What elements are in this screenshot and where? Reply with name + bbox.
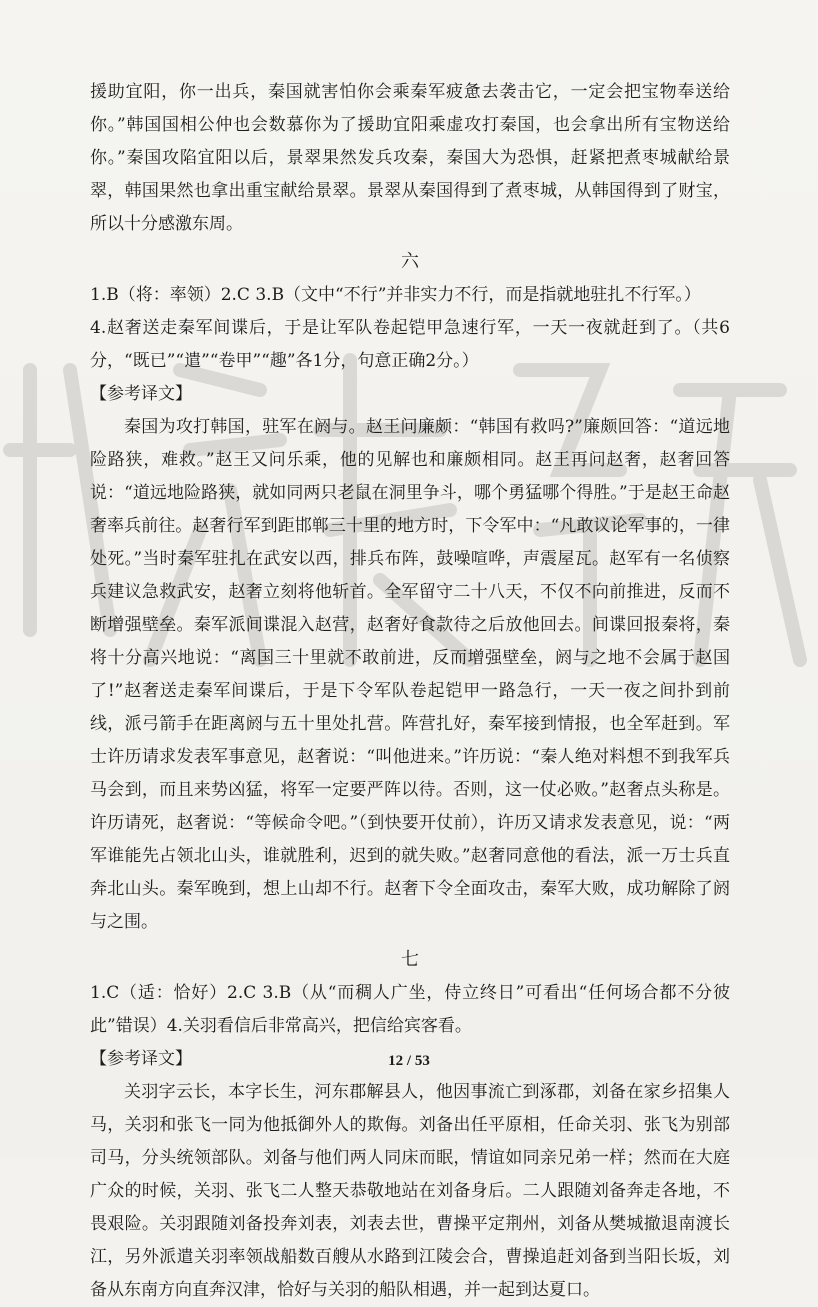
page-number: 12 / 53 (388, 1053, 430, 1069)
section6-answers-line1: 1.B（将：率领）2.C 3.B（文中“不行”并非实力不行，而是指就地驻扎不行军。） (90, 285, 701, 305)
section7-translation: 关羽字云长，本字长生，河东郡解县人，他因事流亡到涿郡，刘备在家乡招集人马，关羽和张飞一同为他抵御外人的欺侮。刘备出任平原相，任命关羽、张飞为别部司马，分头统领部队。刘备与他们两人同床而眠，情谊如同亲兄弟一样；然而在大庭广众的时候，关羽、张飞二人整天恭敬地站在刘备身后。二人跟随刘备奔走各地，不畏艰险。关羽跟随刘备投奔刘表，刘表去世，曹操平定荆州，刘备从樊城撤退南渡长江，另外派遣关羽率领战船数百艘从水路到江陵会合，曹操追赶刘备到当阳长坂，刘备从东南方向直奔汉津，恰好与关羽的船队相遇，并一起到达夏口。 (90, 1082, 730, 1300)
section-heading-7: 七 (401, 949, 419, 970)
section-heading-6: 六 (401, 251, 419, 272)
section6-translation: 秦国为攻打韩国，驻军在阏与。赵王问廉颇：“韩国有救吗?”廉颇回答：“道远地险路狭，难救。”赵王又问乐乘，他的见解也和廉颇相同。赵王再问赵奢，赵奢回答说：“道远地险路狭，就如同两只老鼠在洞里争斗，哪个勇猛哪个得胜。”于是赵王命赵奢率兵前往。赵奢行军到距邯郸三十里的地方时，下令军中：“凡敢议论军事的，一律处死。”当时秦军驻扎在武安以西，排兵布阵，鼓噪喧哗，声震屋瓦。赵军有一名侦察兵建议急救武安，赵奢立刻将他斩首。全军留守二十八天，不仅不向前推进，反而不断增强壁垒。秦军派间谍混入赵营，赵奢好食款待之后放他回去。间谍回报秦将，秦将十分高兴地说：“离国三十里就不敢前进，反而增强壁垒，阏与之地不会属于赵国了!”赵奢送走秦军间谍后，于是下令军队卷起铠甲一路急行，一天一夜之间扑到前线，派弓箭手在距离阏与五十里处扎营。阵营扎好，秦军接到情报，也全军赶到。军士许历请求发表军事意见，赵奢说：“叫他进来。”许历说：“秦人绝对料想不到我军兵马会到，而且来势凶猛，将军一定要严阵以待。否则，这一仗必败。”赵奢点头称是。许历请死，赵奢说：“等候命令吧。”（到快要开仗前），许历又请求发表意见，说：“两军谁能先占领北山头，谁就胜利，迟到的就失败。”赵奢同意他的看法，派一万士兵直奔北山头。秦军晚到，想上山却不行。赵奢下令全面攻击，秦军大败，成功解除了阏与之围。 (90, 417, 730, 932)
section6-reference-title: 【参考译文】 (90, 384, 192, 404)
page-content (90, 76, 730, 1307)
section6-answers-line2: 4.赵奢送走秦军间谍后，于是让军队卷起铠甲急速行军，一天一夜就赶到了。（共6分，“既已”“遣”“卷甲”“趣”各1分，句意正确2分。） (90, 318, 730, 371)
section7-answers: 1.C（适：恰好）2.C 3.B（从“而稠人广坐，侍立终日”可看出“任何场合都不分彼此”错误）4.关羽看信后非常高兴，把信给宾客看。 (90, 983, 730, 1036)
section7-reference-title: 【参考译文】 (90, 1049, 192, 1069)
intro-paragraph: 援助宜阳，你一出兵，秦国就害怕你会乘秦军疲惫去袭击它，一定会把宝物奉送给你。”韩国国相公仲也会数慕你为了援助宜阳乘虚攻打秦国，也会拿出所有宝物送给你。”秦国攻陷宜阳以后，景翠果然发兵攻秦，秦国大为恐惧，赶紧把煮枣城献给景翠，韩国果然也拿出重宝献给景翠。景翠从秦国得到了煮枣城，从韩国得到了财宝，所以十分感激东周。 (90, 82, 730, 234)
